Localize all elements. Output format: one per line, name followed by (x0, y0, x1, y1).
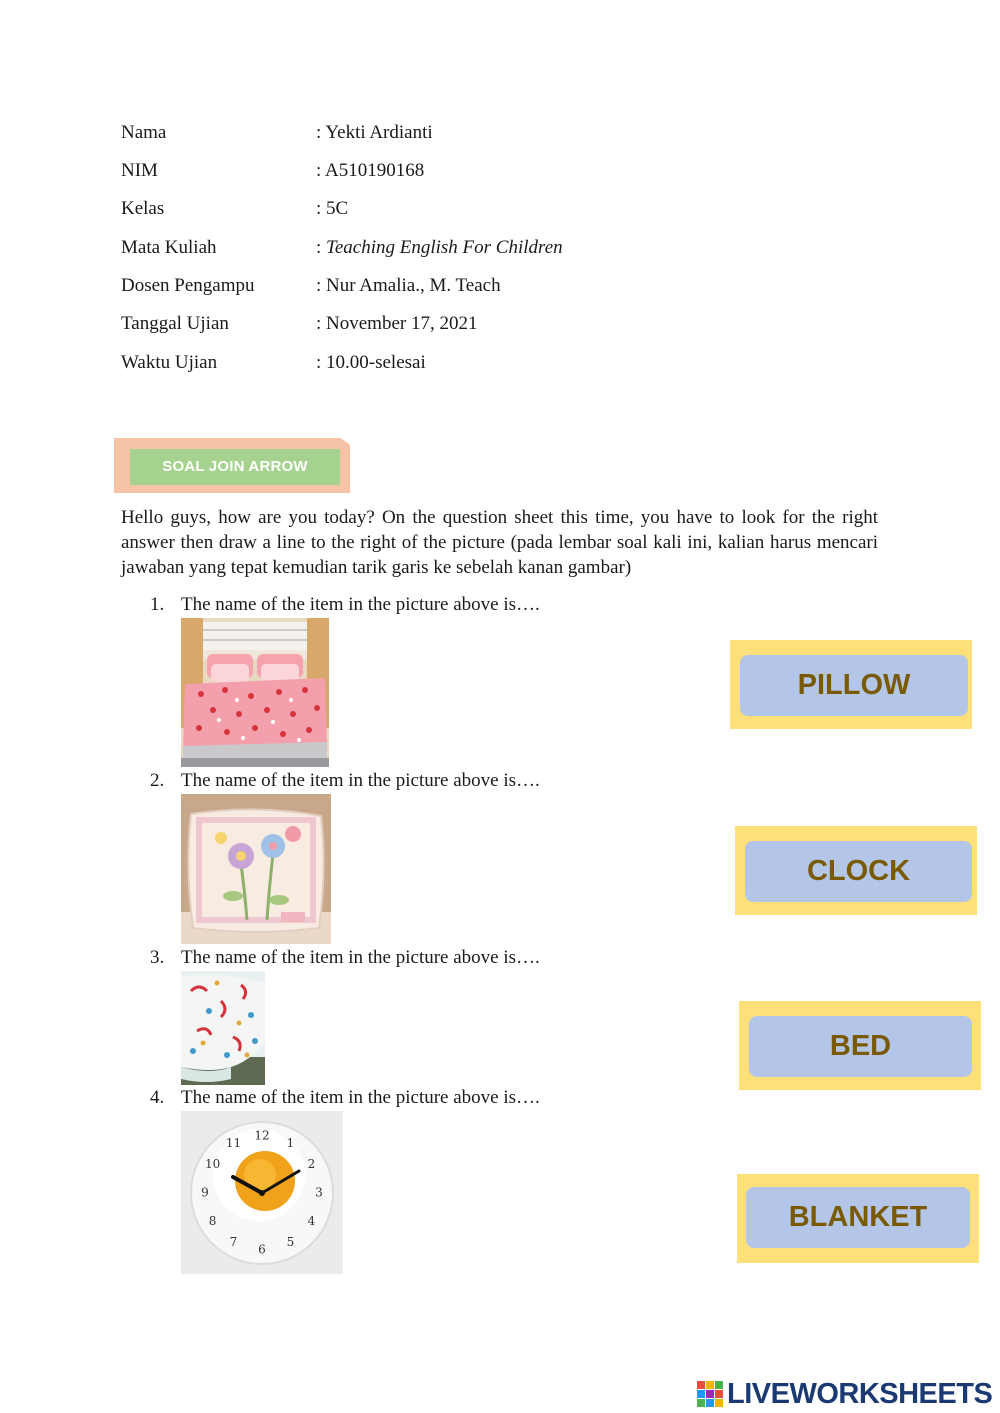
question-4 (150, 1086, 540, 1110)
info-label: Tanggal Ujian (121, 313, 229, 334)
bed-picture (181, 618, 329, 767)
question-text: The name of the item in the picture above is…. (181, 594, 540, 615)
clock-picture (181, 1111, 343, 1274)
question-3 (150, 946, 540, 970)
clock-numeral: 1 (286, 1136, 295, 1151)
info-value (316, 235, 563, 261)
info-label: Kelas (121, 198, 165, 219)
question-number: 3. (150, 947, 165, 968)
section-banner: SOAL JOIN ARROW (130, 449, 340, 485)
clock-numeral: 8 (208, 1214, 217, 1228)
intro-paragraph: Hello guys, how are you today? On the question sheet this time, you have to look for the right answer then draw a line to the right of the picture (pada lembar soal kali ini, kalian harus mencari jawaban yang tepat kemudian tarik garis ke sebelah kanan gambar) (121, 507, 878, 578)
info-value-prefix: : (316, 237, 327, 258)
clock-numeral: 4 (307, 1214, 316, 1228)
question-2 (150, 769, 540, 793)
info-label: Waktu Ujian (121, 352, 218, 373)
info-label: Dosen Pengampu (121, 275, 255, 296)
clock-numeral: 2 (307, 1157, 316, 1171)
question-text: The name of the item in the picture above is…. (181, 770, 540, 791)
clock-numeral: 5 (286, 1234, 295, 1249)
clock-image (181, 1111, 343, 1274)
bed-image (181, 618, 329, 767)
info-label: Mata Kuliah (121, 237, 217, 258)
clock-numeral: 10 (204, 1157, 221, 1171)
clock-numeral: 9 (201, 1185, 209, 1200)
clock-numeral: 7 (229, 1234, 238, 1249)
clock-numeral: 12 (254, 1128, 270, 1143)
question-1 (150, 593, 540, 617)
liveworksheets-brand: LIVEWORKSHEETS (727, 1377, 993, 1410)
answer-blanket[interactable]: BLANKET (746, 1187, 970, 1248)
liveworksheets-icon (697, 1381, 723, 1407)
info-value: : 5C (316, 198, 349, 219)
info-label: NIM (121, 160, 158, 181)
info-value: : Nur Amalia., M. Teach (316, 275, 501, 296)
pillow-picture (181, 794, 331, 944)
clock-numeral: 3 (315, 1185, 323, 1200)
info-value: : Yekti Ardianti (316, 122, 433, 143)
info-label: Nama (121, 122, 167, 143)
question-text: The name of the item in the picture above is…. (181, 947, 540, 968)
course-title: Teaching English For Children (326, 237, 563, 258)
info-value: : A510190168 (316, 160, 425, 181)
answer-bed[interactable]: BED (749, 1016, 972, 1077)
answer-pillow[interactable]: PILLOW (740, 655, 968, 716)
question-number: 2. (150, 770, 165, 791)
question-text: The name of the item in the picture above is…. (181, 1087, 540, 1108)
pillow-image (181, 794, 331, 944)
blanket-picture (181, 971, 265, 1085)
info-value: : 10.00-selesai (316, 352, 426, 373)
answer-clock[interactable]: CLOCK (745, 841, 972, 902)
question-number: 4. (150, 1087, 165, 1108)
blanket-image (181, 971, 265, 1085)
question-number: 1. (150, 594, 165, 615)
clock-numeral: 11 (225, 1136, 242, 1151)
clock-numeral: 6 (258, 1242, 266, 1257)
info-value: : November 17, 2021 (316, 313, 478, 334)
liveworksheets-logo (697, 1378, 992, 1410)
